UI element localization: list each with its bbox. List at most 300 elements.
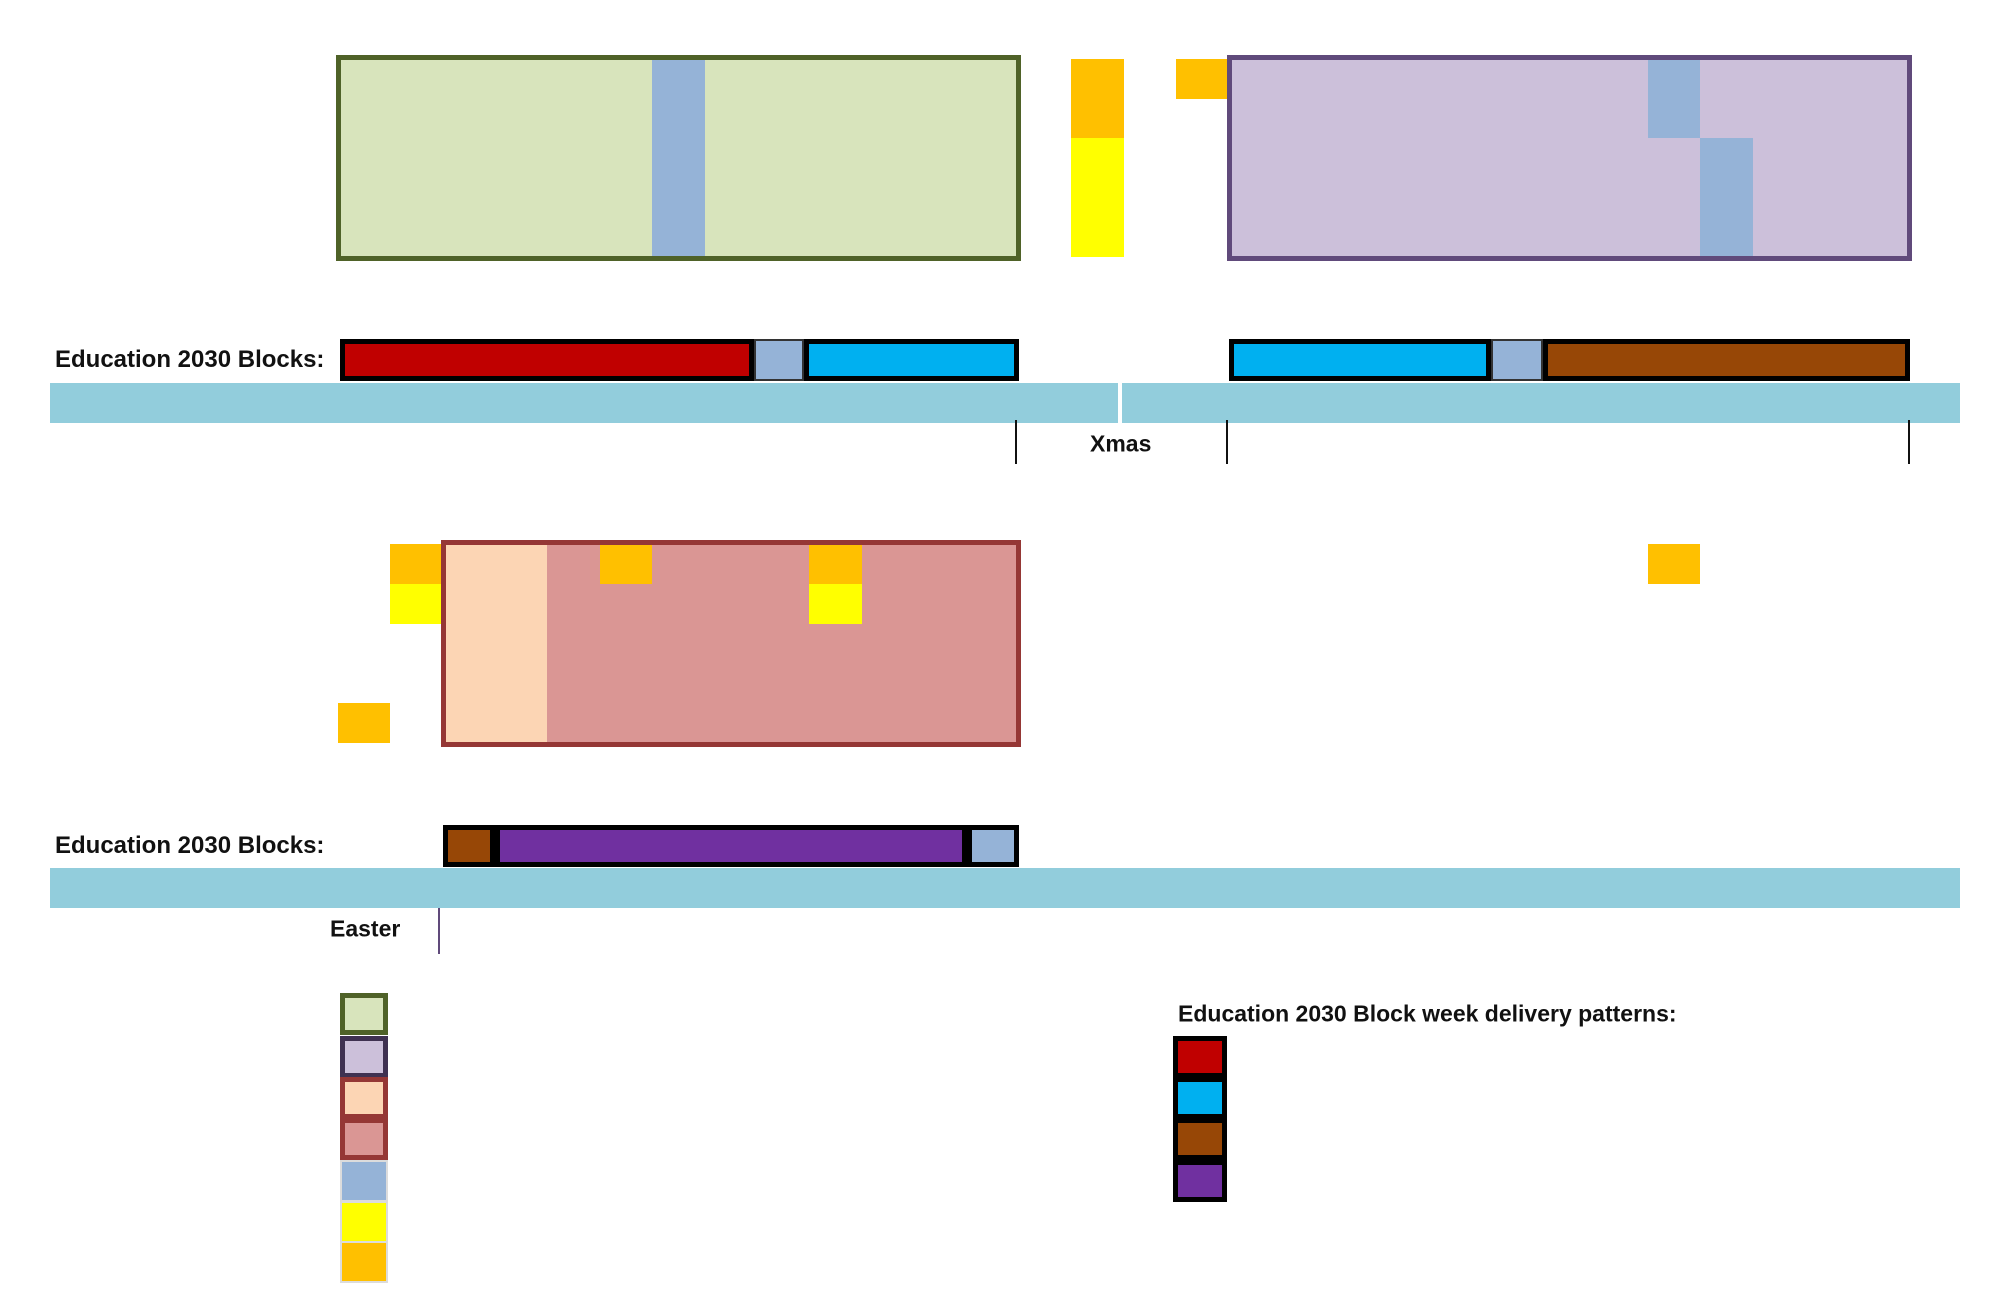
- date-cell: [1596, 624, 1648, 664]
- date-cell: [1596, 663, 1648, 703]
- date-cell: [705, 217, 757, 257]
- date-cell: [914, 298, 966, 338]
- date-cell: [1910, 59, 1962, 99]
- date-cell: [810, 138, 862, 178]
- date-cell: [1543, 259, 1595, 299]
- date-cell: [338, 544, 390, 584]
- date-cell: [1700, 298, 1752, 338]
- date-cell: [810, 624, 862, 664]
- date-cell: [600, 177, 652, 217]
- date-cell: [914, 98, 966, 138]
- date-cell: [1543, 217, 1595, 257]
- date-cell: [1543, 784, 1595, 824]
- date-cell: [967, 745, 1019, 785]
- date-cell: [914, 784, 966, 824]
- date-cell: [652, 259, 704, 299]
- date-cell: [1491, 298, 1543, 338]
- date-cell: [1176, 138, 1228, 178]
- block-bar-block-3: [1543, 339, 1910, 381]
- date-cell: [652, 217, 704, 257]
- date-cell: [1281, 177, 1333, 217]
- date-cell: [1334, 298, 1386, 338]
- date-cell: [338, 177, 390, 217]
- date-cell: [1438, 784, 1490, 824]
- date-cell: [1072, 584, 1124, 624]
- block-bar-block-2: [804, 339, 1019, 381]
- date-cell: [1858, 177, 1910, 217]
- date-cell: [495, 745, 547, 785]
- date-cell: [443, 98, 495, 138]
- xmas-end-marker: [1226, 420, 1228, 464]
- date-cell: [338, 98, 390, 138]
- date-cell: [495, 663, 547, 703]
- easter-label: Easter: [330, 915, 401, 942]
- date-cell: [757, 784, 809, 824]
- date-cell: [1019, 177, 1071, 217]
- date-cell: [1176, 745, 1228, 785]
- date-cell: [914, 259, 966, 299]
- date-cell: [1543, 703, 1595, 743]
- date-cell: [1805, 217, 1857, 257]
- date-cell: [652, 59, 704, 99]
- date-cell: [443, 259, 495, 299]
- date-cell: [1019, 784, 1071, 824]
- date-cell: [1858, 745, 1910, 785]
- date-cell: [390, 663, 442, 703]
- date-cell: [1543, 298, 1595, 338]
- legend-swatch: [340, 1036, 388, 1078]
- date-cell: [1648, 544, 1700, 584]
- date-cell: [705, 745, 757, 785]
- date-cell: [1700, 745, 1752, 785]
- date-cell: [705, 663, 757, 703]
- date-cell: [1229, 98, 1281, 138]
- date-cell: [1438, 624, 1490, 664]
- date-cell: [1281, 784, 1333, 824]
- date-cell: [862, 663, 914, 703]
- date-cell: [1543, 544, 1595, 584]
- date-cell: [914, 544, 966, 584]
- date-cell: [1334, 663, 1386, 703]
- date-cell: [1805, 298, 1857, 338]
- legend-block-swatch: [1173, 1160, 1227, 1202]
- date-cell: [1019, 98, 1071, 138]
- date-cell: [1438, 703, 1490, 743]
- date-cell: [1858, 584, 1910, 624]
- date-cell: [600, 624, 652, 664]
- date-cell: [1491, 745, 1543, 785]
- legend-swatch: [340, 1201, 388, 1243]
- date-cell: [495, 624, 547, 664]
- date-cell: [1281, 59, 1333, 99]
- date-cell: [652, 703, 704, 743]
- date-cell: [1491, 663, 1543, 703]
- date-cell: [1176, 703, 1228, 743]
- date-cell: [1124, 298, 1176, 338]
- date-cell: [1019, 584, 1071, 624]
- date-cell: [1072, 544, 1124, 584]
- date-cell: [1334, 745, 1386, 785]
- date-cell: [495, 584, 547, 624]
- date-cell: [1229, 217, 1281, 257]
- date-cell: [443, 59, 495, 99]
- date-cell: [1805, 138, 1857, 178]
- date-cell: [1019, 745, 1071, 785]
- date-cell: [1176, 544, 1228, 584]
- date-cell: [705, 544, 757, 584]
- date-cell: [914, 663, 966, 703]
- date-cell: [1910, 624, 1962, 664]
- date-cell: [1596, 745, 1648, 785]
- date-cell: [443, 138, 495, 178]
- date-cell: [1805, 624, 1857, 664]
- date-cell: [1229, 745, 1281, 785]
- date-cell: [1019, 298, 1071, 338]
- date-cell: [1491, 98, 1543, 138]
- date-cell: [1072, 59, 1124, 99]
- block-bar-block-1: [340, 339, 754, 381]
- date-cell: [338, 259, 390, 299]
- date-cell: [1596, 177, 1648, 217]
- date-cell: [1753, 703, 1805, 743]
- date-cell: [914, 217, 966, 257]
- legend-swatch: [340, 1241, 388, 1283]
- date-cell: [757, 544, 809, 584]
- legend-swatch: [340, 1077, 388, 1119]
- date-cell: [1491, 544, 1543, 584]
- date-cell: [1753, 217, 1805, 257]
- date-cell: [1753, 177, 1805, 217]
- date-cell: [1019, 138, 1071, 178]
- date-cell: [1019, 59, 1071, 99]
- date-cell: [652, 138, 704, 178]
- date-cell: [652, 745, 704, 785]
- date-cell: [495, 703, 547, 743]
- date-cell: [967, 298, 1019, 338]
- date-cell: [1648, 59, 1700, 99]
- date-cell: [390, 703, 442, 743]
- date-cell: [548, 59, 600, 99]
- date-cell: [1858, 624, 1910, 664]
- date-cell: [600, 784, 652, 824]
- date-cell: [757, 59, 809, 99]
- blocks-label-bottom: Education 2030 Blocks:: [55, 832, 325, 859]
- date-cell: [443, 624, 495, 664]
- date-cell: [1229, 59, 1281, 99]
- date-cell: [443, 745, 495, 785]
- date-cell: [862, 259, 914, 299]
- date-cell: [1438, 663, 1490, 703]
- date-cell: [1176, 98, 1228, 138]
- date-cell: [1386, 98, 1438, 138]
- date-cell: [390, 259, 442, 299]
- date-cell: [1019, 259, 1071, 299]
- date-cell: [1334, 177, 1386, 217]
- date-cell: [390, 217, 442, 257]
- date-cell: [705, 98, 757, 138]
- date-cell: [1858, 259, 1910, 299]
- date-cell: [1176, 217, 1228, 257]
- date-cell: [1072, 98, 1124, 138]
- block-bar-en: [1491, 339, 1543, 381]
- legend-block-swatch: [1173, 1118, 1227, 1160]
- date-cell: [1858, 98, 1910, 138]
- date-cell: [1176, 298, 1228, 338]
- date-cell: [1176, 784, 1228, 824]
- date-cell: [1753, 784, 1805, 824]
- date-cell: [495, 217, 547, 257]
- date-cell: [967, 59, 1019, 99]
- date-cell: [652, 584, 704, 624]
- date-cell: [443, 584, 495, 624]
- date-cell: [1124, 745, 1176, 785]
- date-cell: [1124, 784, 1176, 824]
- date-cell: [1019, 544, 1071, 584]
- date-cell: [1858, 784, 1910, 824]
- date-cell: [1805, 544, 1857, 584]
- date-cell: [862, 298, 914, 338]
- date-cell: [1019, 703, 1071, 743]
- week-number-bar: [1118, 868, 1960, 908]
- blocks-label-top: Education 2030 Blocks:: [55, 346, 325, 373]
- date-cell: [390, 784, 442, 824]
- date-cell: [1858, 138, 1910, 178]
- date-cell: [1229, 663, 1281, 703]
- date-cell: [1334, 217, 1386, 257]
- date-cell: [286, 784, 338, 824]
- date-cell: [390, 138, 442, 178]
- date-cell: [705, 624, 757, 664]
- date-cell: [1596, 138, 1648, 178]
- date-cell: [1858, 703, 1910, 743]
- date-cell: [1491, 703, 1543, 743]
- date-cell: [390, 177, 442, 217]
- date-cell: [1281, 298, 1333, 338]
- date-cell: [1753, 544, 1805, 584]
- date-cell: [967, 663, 1019, 703]
- date-cell: [967, 624, 1019, 664]
- date-cell: [1334, 624, 1386, 664]
- date-cell: [1176, 59, 1228, 99]
- date-cell: [338, 298, 390, 338]
- date-cell: [810, 584, 862, 624]
- date-cell: [1176, 663, 1228, 703]
- date-cell: [757, 217, 809, 257]
- date-cell: [443, 663, 495, 703]
- date-cell: [1491, 584, 1543, 624]
- date-cell: [443, 784, 495, 824]
- date-cell: [1910, 217, 1962, 257]
- date-cell: [1910, 663, 1962, 703]
- block-bar-3: [443, 825, 495, 867]
- date-cell: [1805, 259, 1857, 299]
- date-cell: [1281, 544, 1333, 584]
- date-cell: [1805, 98, 1857, 138]
- date-cell: [338, 138, 390, 178]
- date-cell: [338, 59, 390, 99]
- date-cell: [1805, 703, 1857, 743]
- easter-marker: [438, 908, 440, 954]
- date-cell: [1805, 784, 1857, 824]
- date-cell: [338, 217, 390, 257]
- date-cell: [338, 584, 390, 624]
- date-cell: [1753, 584, 1805, 624]
- date-cell: [600, 663, 652, 703]
- date-cell: [810, 544, 862, 584]
- date-cell: [1229, 298, 1281, 338]
- date-cell: [1596, 703, 1648, 743]
- date-cell: [862, 745, 914, 785]
- date-cell: [1753, 59, 1805, 99]
- date-cell: [1491, 624, 1543, 664]
- date-cell: [1019, 624, 1071, 664]
- date-cell: [1491, 259, 1543, 299]
- date-cell: [1543, 138, 1595, 178]
- legend-block-swatch: [1173, 1077, 1227, 1119]
- date-cell: [705, 259, 757, 299]
- date-cell: [914, 624, 966, 664]
- legend-swatch: [340, 1160, 388, 1202]
- date-cell: [1805, 59, 1857, 99]
- legend-swatch: [340, 1118, 388, 1160]
- date-cell: [338, 703, 390, 743]
- date-cell: [443, 544, 495, 584]
- date-cell: [967, 217, 1019, 257]
- date-cell: [652, 177, 704, 217]
- date-cell: [757, 663, 809, 703]
- date-cell: [914, 745, 966, 785]
- date-cell: [1176, 177, 1228, 217]
- date-cell: [1910, 745, 1962, 785]
- date-cell: [1386, 59, 1438, 99]
- date-cell: [1700, 177, 1752, 217]
- date-cell: [600, 259, 652, 299]
- date-cell: [1438, 138, 1490, 178]
- date-cell: [443, 703, 495, 743]
- date-cell: [652, 624, 704, 664]
- date-cell: [1700, 217, 1752, 257]
- date-cell: [1543, 98, 1595, 138]
- date-cell: [705, 177, 757, 217]
- date-cell: [1805, 584, 1857, 624]
- date-cell: [1543, 624, 1595, 664]
- date-cell: [600, 745, 652, 785]
- date-cell: [1438, 259, 1490, 299]
- date-cell: [1910, 98, 1962, 138]
- date-cell: [600, 98, 652, 138]
- date-cell: [390, 298, 442, 338]
- date-cell: [705, 298, 757, 338]
- date-cell: [1072, 138, 1124, 178]
- date-cell: [914, 138, 966, 178]
- date-cell: [1072, 177, 1124, 217]
- date-cell: [600, 138, 652, 178]
- date-cell: [1753, 745, 1805, 785]
- date-cell: [1491, 217, 1543, 257]
- date-cell: [967, 177, 1019, 217]
- date-cell: [757, 745, 809, 785]
- date-cell: [1072, 663, 1124, 703]
- date-cell: [1072, 624, 1124, 664]
- date-cell: [390, 98, 442, 138]
- date-cell: [967, 138, 1019, 178]
- date-cell: [967, 584, 1019, 624]
- date-cell: [1438, 745, 1490, 785]
- date-cell: [1491, 59, 1543, 99]
- date-cell: [1596, 98, 1648, 138]
- date-cell: [1753, 138, 1805, 178]
- date-cell: [1229, 784, 1281, 824]
- date-cell: [1491, 138, 1543, 178]
- date-cell: [600, 544, 652, 584]
- date-cell: [914, 177, 966, 217]
- date-cell: [705, 703, 757, 743]
- date-cell: [1648, 584, 1700, 624]
- date-cell: [1491, 177, 1543, 217]
- date-cell: [1281, 745, 1333, 785]
- date-cell: [1805, 177, 1857, 217]
- date-cell: [1543, 177, 1595, 217]
- date-cell: [1596, 217, 1648, 257]
- date-cell: [1805, 663, 1857, 703]
- date-cell: [1438, 298, 1490, 338]
- block-bar-block-4: [495, 825, 967, 867]
- date-cell: [1910, 584, 1962, 624]
- date-cell: [757, 624, 809, 664]
- date-cell: [757, 138, 809, 178]
- date-cell: [1334, 544, 1386, 584]
- date-cell: [652, 784, 704, 824]
- date-cell: [1648, 98, 1700, 138]
- legend-swatch: [340, 993, 388, 1035]
- date-cell: [652, 298, 704, 338]
- date-cell: [705, 59, 757, 99]
- week-number-bar: [50, 383, 1118, 423]
- date-cell: [1229, 177, 1281, 217]
- legend-blocks-title: Education 2030 Block week delivery patterns:: [1178, 1000, 1677, 1027]
- date-cell: [1334, 98, 1386, 138]
- date-cell: [1229, 259, 1281, 299]
- date-cell: [338, 784, 390, 824]
- date-cell: [1281, 217, 1333, 257]
- date-cell: [1334, 584, 1386, 624]
- date-cell: [810, 98, 862, 138]
- date-cell: [600, 703, 652, 743]
- date-cell: [600, 217, 652, 257]
- date-cell: [1700, 784, 1752, 824]
- date-cell: [1858, 59, 1910, 99]
- date-cell: [705, 584, 757, 624]
- date-cell: [757, 703, 809, 743]
- date-cell: [495, 784, 547, 824]
- date-cell: [1334, 703, 1386, 743]
- date-cell: [338, 663, 390, 703]
- week-number-bar: [1122, 383, 1960, 423]
- date-cell: [1648, 624, 1700, 664]
- date-cell: [1596, 784, 1648, 824]
- date-cell: [1176, 624, 1228, 664]
- date-cell: [757, 584, 809, 624]
- date-cell: [1281, 624, 1333, 664]
- date-cell: [1910, 544, 1962, 584]
- date-cell: [1700, 138, 1752, 178]
- date-cell: [1229, 138, 1281, 178]
- date-cell: [443, 298, 495, 338]
- date-cell: [914, 703, 966, 743]
- date-cell: [1229, 703, 1281, 743]
- date-cell: [1334, 138, 1386, 178]
- date-cell: [1491, 784, 1543, 824]
